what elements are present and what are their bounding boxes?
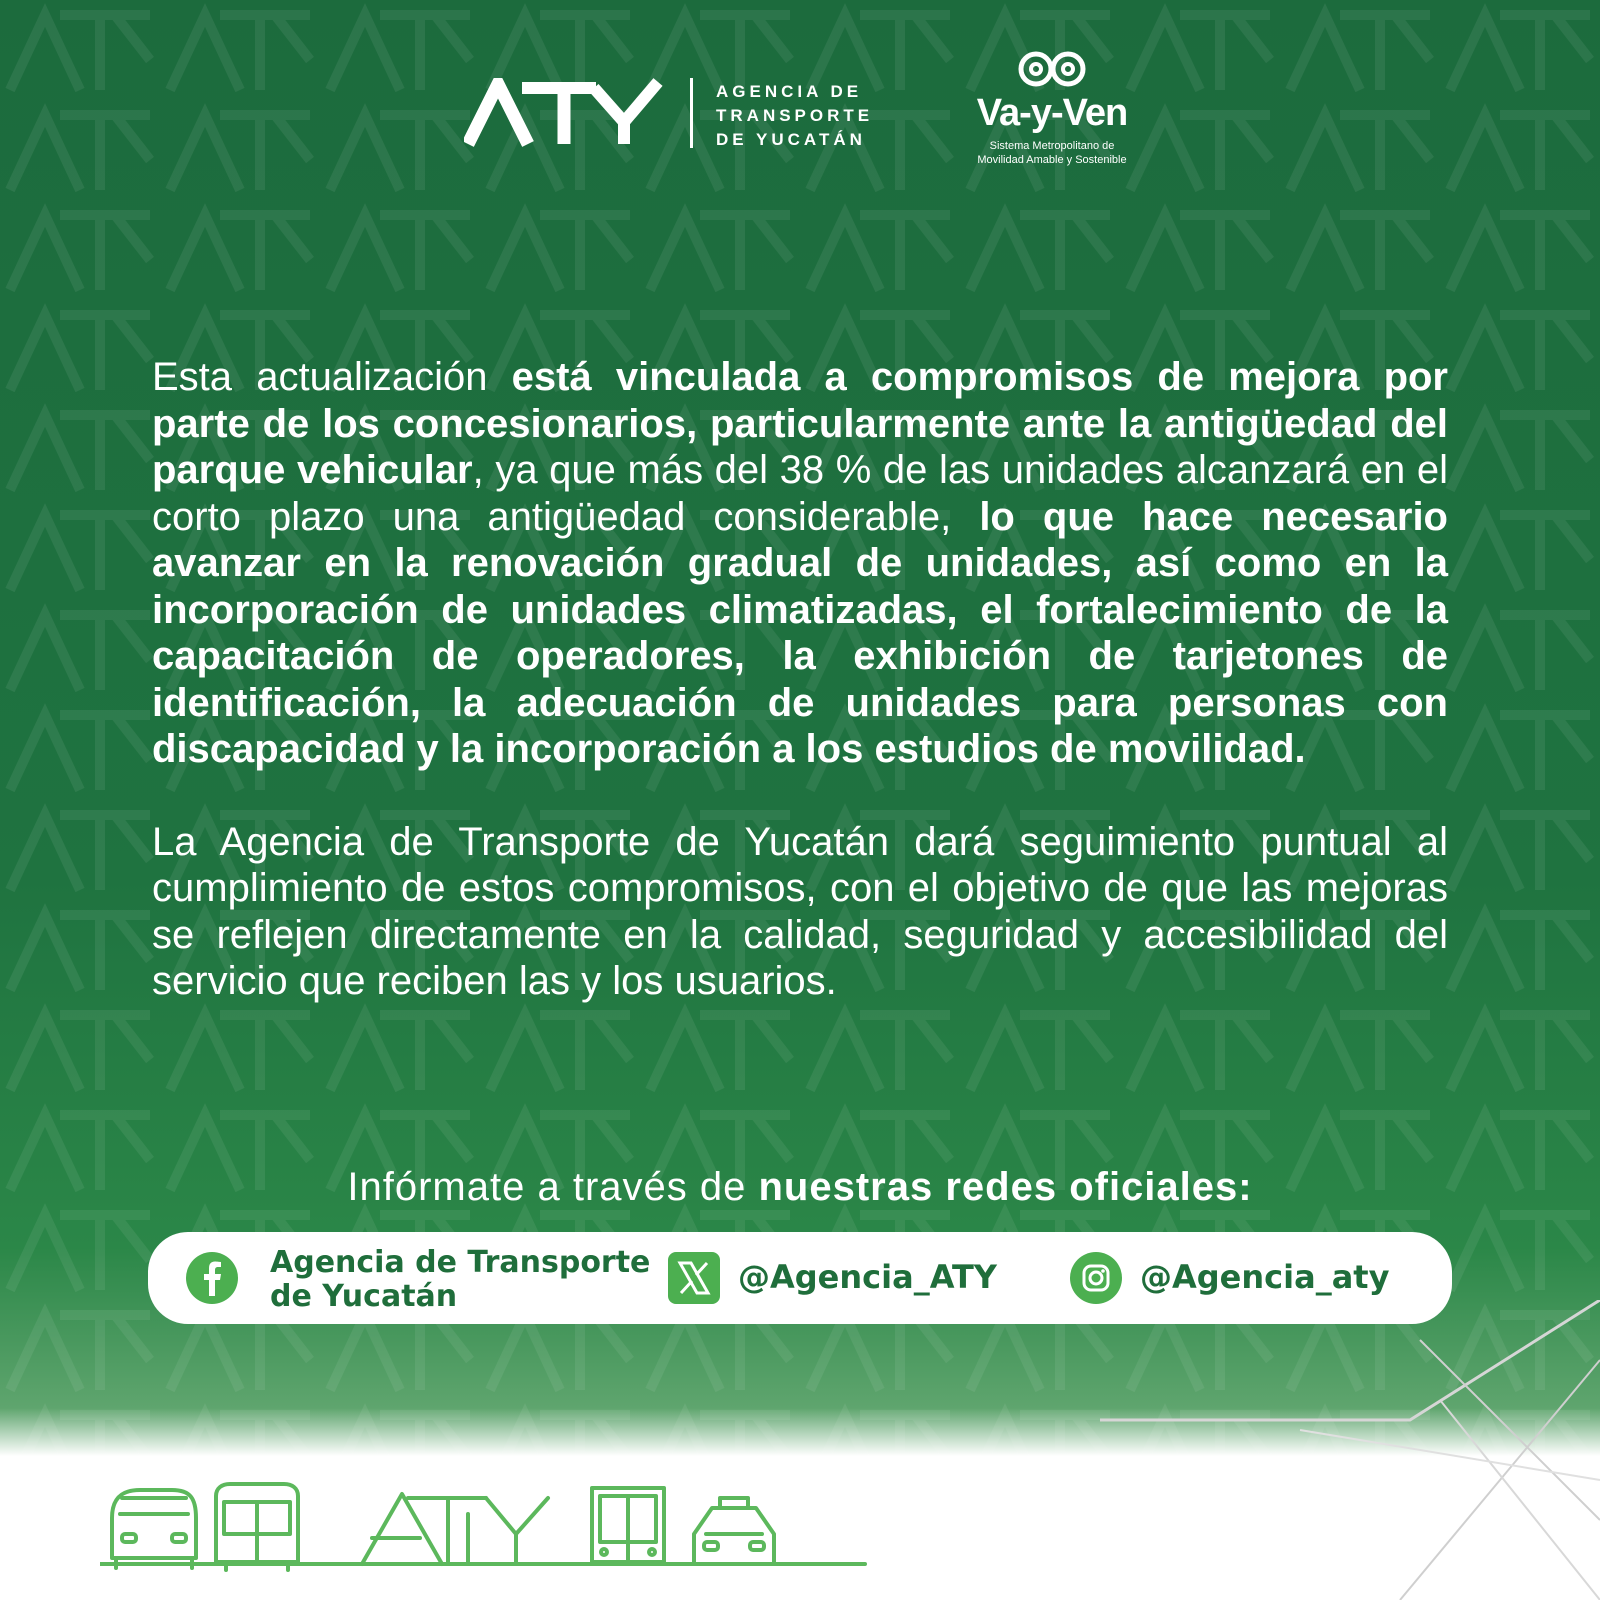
social-title	[0, 1165, 1600, 1210]
p1-segment-1: Esta actualización	[152, 355, 512, 399]
paragraph-2: La Agencia de Transporte de Yucatán dará seguimiento puntual al cumplimiento de estos compromisos, con el objetivo de que las mejoras se reflejen directamente en la calidad, seguridad y accesibilidad del servicio que reciben las y los usuarios.	[152, 819, 1448, 1003]
agency-name-line-1: AGENCIA DE	[716, 82, 863, 101]
agency-name	[716, 80, 873, 152]
vehicle-line-illustration	[100, 1478, 880, 1578]
p1-segment-2: está vinculada a compromisos de mejora por parte de los concesionarios, particularmente ante la antigüedad del parque vehicular	[152, 355, 1448, 492]
logo-divider	[690, 78, 693, 148]
vayven-name: Va-y-Ven	[976, 92, 1128, 134]
agency-name-line-3: DE YUCATÁN	[716, 130, 866, 149]
facebook-label-line-1: Agencia de Transporte	[270, 1245, 651, 1280]
aty-logo	[464, 78, 664, 148]
p1-segment-3: , ya que más del 38 % de las unidades alcanzará en el corto plazo una antigüedad considerable,	[152, 448, 1448, 539]
instagram-link[interactable]: @Agencia_aty	[1140, 1258, 1390, 1296]
social-title-regular: Infórmate a través de	[347, 1165, 759, 1209]
decorative-lines	[1100, 1300, 1600, 1600]
social-title-bold: nuestras redes oficiales:	[758, 1165, 1253, 1209]
agency-name-line-2: TRANSPORTE	[716, 106, 874, 125]
facebook-icon[interactable]	[186, 1252, 238, 1304]
paragraph-1	[152, 354, 1448, 773]
x-link[interactable]: @Agencia_ATY	[738, 1258, 997, 1296]
instagram-icon[interactable]	[1070, 1252, 1122, 1304]
facebook-label-line-2: de Yucatán	[270, 1279, 458, 1314]
vayven-infinity-icon	[1012, 44, 1092, 94]
facebook-link[interactable]	[270, 1246, 650, 1314]
p1-segment-4: lo que hace necesario avanzar en la renovación gradual de unidades, así como en la incorporación de unidades climatizadas, el fortalecimiento de la capacitación de operadores, la exhibición de tarjetones de identificación, la adecuación de unidades para personas con discapacidad y la incorporación a los estudios de movilidad.	[152, 494, 1448, 771]
body-text	[152, 354, 1448, 1051]
vayven-tagline-2: Movilidad Amable y Sostenible	[977, 154, 1127, 166]
vayven-tagline-1: Sistema Metropolitano de	[989, 140, 1115, 152]
header	[0, 0, 1600, 200]
x-icon[interactable]	[668, 1252, 720, 1304]
vayven-logo	[952, 44, 1152, 167]
